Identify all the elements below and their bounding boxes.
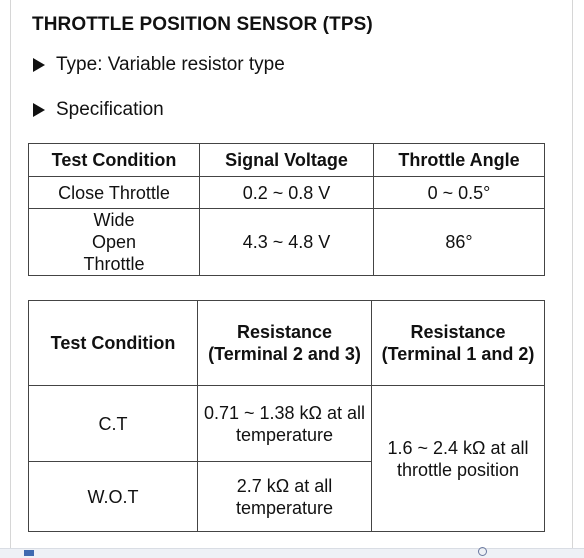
specification-table xyxy=(28,143,545,276)
cell-voltage: 0.2 ~ 0.8 V xyxy=(200,177,374,209)
bullet-type-text: Type: Variable resistor type xyxy=(56,54,285,75)
triangle-bullet-icon xyxy=(33,58,45,72)
bullet-specification-text: Specification xyxy=(56,99,164,120)
print-icon[interactable] xyxy=(478,547,487,556)
cell-resistance-2-3: 2.7 kΩ at all temperature xyxy=(198,462,372,532)
table-row xyxy=(29,177,545,209)
bullet-type xyxy=(33,54,285,76)
cell-resistance-2-3: 0.71 ~ 1.38 kΩ at all temperature xyxy=(198,386,372,462)
header-resistance-1-2: Resistance (Terminal 1 and 2) xyxy=(372,301,545,386)
table-header-row xyxy=(29,144,545,177)
header-test-condition: Test Condition xyxy=(29,301,198,386)
header-signal-voltage: Signal Voltage xyxy=(200,144,374,177)
bullet-specification xyxy=(33,99,164,121)
cell-condition: C.T xyxy=(29,386,198,462)
header-resistance-2-3: Resistance (Terminal 2 and 3) xyxy=(198,301,372,386)
header-throttle-angle: Throttle Angle xyxy=(374,144,545,177)
left-frame-border xyxy=(10,0,11,550)
table-header-row xyxy=(29,301,545,386)
toolbar-icon[interactable] xyxy=(24,550,34,556)
right-frame-border xyxy=(572,0,573,550)
resistance-table xyxy=(28,300,545,532)
cell-angle: 0 ~ 0.5° xyxy=(374,177,545,209)
page-title: THROTTLE POSITION SENSOR (TPS) xyxy=(32,14,373,35)
cell-condition: W.O.T xyxy=(29,462,198,532)
table-row xyxy=(29,386,545,462)
cell-angle: 86° xyxy=(374,209,545,276)
table-row xyxy=(29,209,545,276)
cell-voltage: 4.3 ~ 4.8 V xyxy=(200,209,374,276)
cell-resistance-1-2: 1.6 ~ 2.4 kΩ at all throttle position xyxy=(372,386,545,532)
cell-condition: Wide Open Throttle xyxy=(29,209,200,276)
header-test-condition: Test Condition xyxy=(29,144,200,177)
cell-condition: Close Throttle xyxy=(29,177,200,209)
triangle-bullet-icon xyxy=(33,103,45,117)
